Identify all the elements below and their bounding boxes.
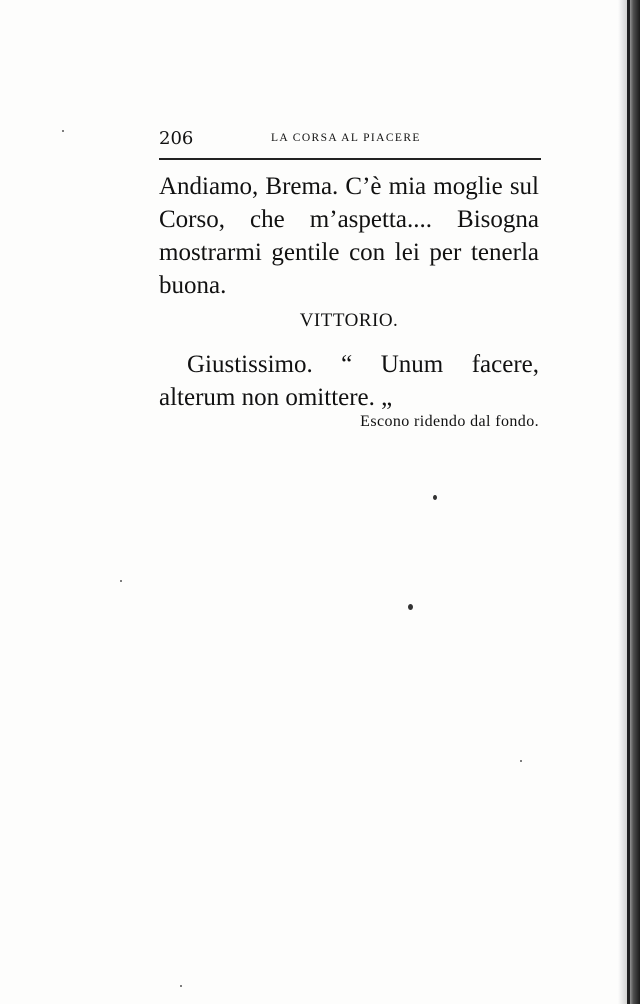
ink-speck — [433, 495, 437, 500]
dialogue-paragraph: Giustissimo. “ Unum facere, alterum non omittere. „ — [159, 351, 539, 411]
ink-speck — [520, 760, 522, 762]
page-edge — [627, 0, 630, 1004]
speaker-name: VITTORIO. — [299, 310, 399, 331]
ink-speck — [180, 985, 182, 987]
ink-speck — [408, 604, 413, 610]
ink-speck — [120, 580, 122, 582]
stage-direction: Escono ridendo dal fondo. — [360, 413, 539, 430]
ink-speck — [62, 130, 64, 132]
header-rule — [159, 158, 541, 160]
page-number: 206 — [159, 128, 194, 149]
page-header — [159, 128, 541, 150]
running-title: LA CORSA AL PIACERE — [271, 132, 421, 144]
dialogue-paragraph: Andiamo, Brema. C’è mia moglie sul Corso, che m’aspetta.... Bisogna mostrarmi gentile con lei per tenerla buona. — [159, 173, 539, 299]
